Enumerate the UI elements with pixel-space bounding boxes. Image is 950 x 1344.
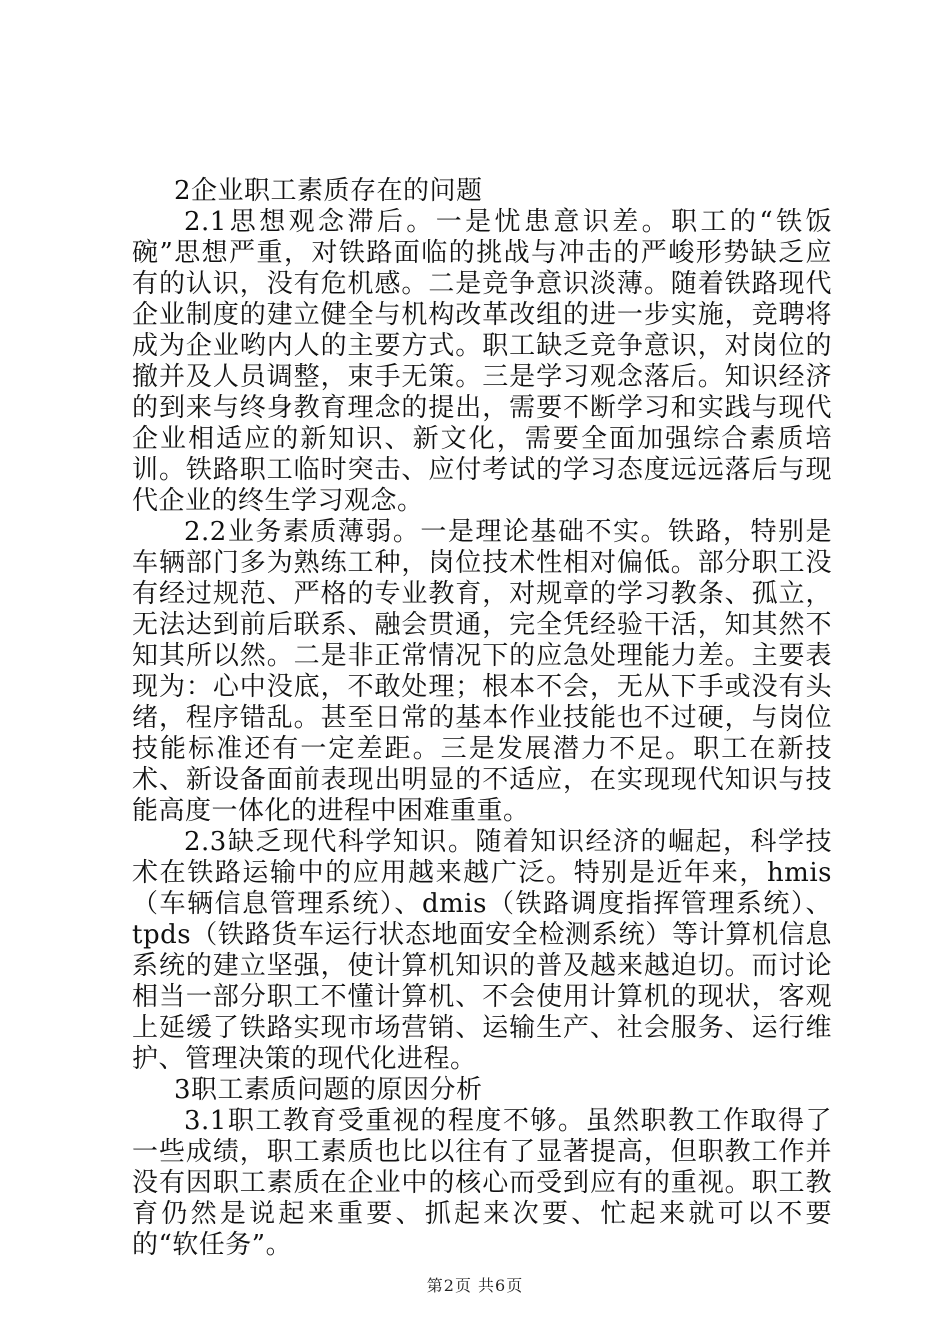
paragraph-2-3: 2.3缺乏现代科学知识。随着知识经济的崛起，科学技术在铁路运输中的应用越来越广泛。特别是近年来，hmis（车辆信息管理系统）、dmis（铁路调度指挥管理系统）、tpds（铁路货车运行状态地面安全检测系统）等计算机信息系统的建立坚强，使计算机知识的普及越来越迫切。而讨论相当一部分职工不懂计算机、不会使用计算机的现状，客观上延缓了铁路实现市场营销、运输生产、社会服务、运行维护、管理决策的现代化进程。 [132,827,832,1074]
document-body [132,176,832,1261]
section-heading-2: 2企业职工素质存在的问题 [174,176,483,206]
paragraph-2-1: 2.1思想观念滞后。一是忧患意识差。职工的“铁饭碗”思想严重，对铁路面临的挑战与冲击的严峻形势缺乏应有的认识，没有危机感。二是竞争意识淡薄。随着铁路现代企业制度的建立健全与机构改革改组的进一步实施，竞聘将成为企业哟内人的主要方式。职工缺乏竞争意识，对岗位的撤并及人员调整，束手无策。三是学习观念落后。知识经济的到来与终身教育理念的提出，需要不断学习和实践与现代企业相适应的新知识、新文化，需要全面加强综合素质培训。铁路职工临时突击、应付考试的学习态度远远落后与现代企业的终生学习观念。 [132,207,832,516]
paragraph-3-1: 3.1职工教育受重视的程度不够。虽然职教工作取得了一些成绩，职工素质也比以往有了显著提高，但职教工作并没有因职工素质在企业中的核心而受到应有的重视。职工教育仍然是说起来重要、抓起来次要、忙起来就可以不要的“软任务”。 [132,1106,832,1260]
section-heading-3: 3职工素质问题的原因分析 [174,1075,483,1105]
paragraph-2-2: 2.2业务素质薄弱。一是理论基础不实。铁路，特别是车辆部门多为熟练工种，岗位技术性相对偏低。部分职工没有经过规范、严格的专业教育，对规章的学习教条、孤立，无法达到前后联系、融会贯通，完全凭经验干活，知其然不知其所以然。二是非正常情况下的应急处理能力差。主要表现为：心中没底，不敢处理；根本不会，无从下手或没有头绪，程序错乱。甚至日常的基本作业技能也不过硬，与岗位技能标准还有一定差距。三是发展潜力不足。职工在新技术、新设备面前表现出明显的不适应，在实现现代知识与技能高度一体化的进程中困难重重。 [132,517,832,826]
page-number-footer: 第2页 共6页 [426,1276,524,1295]
